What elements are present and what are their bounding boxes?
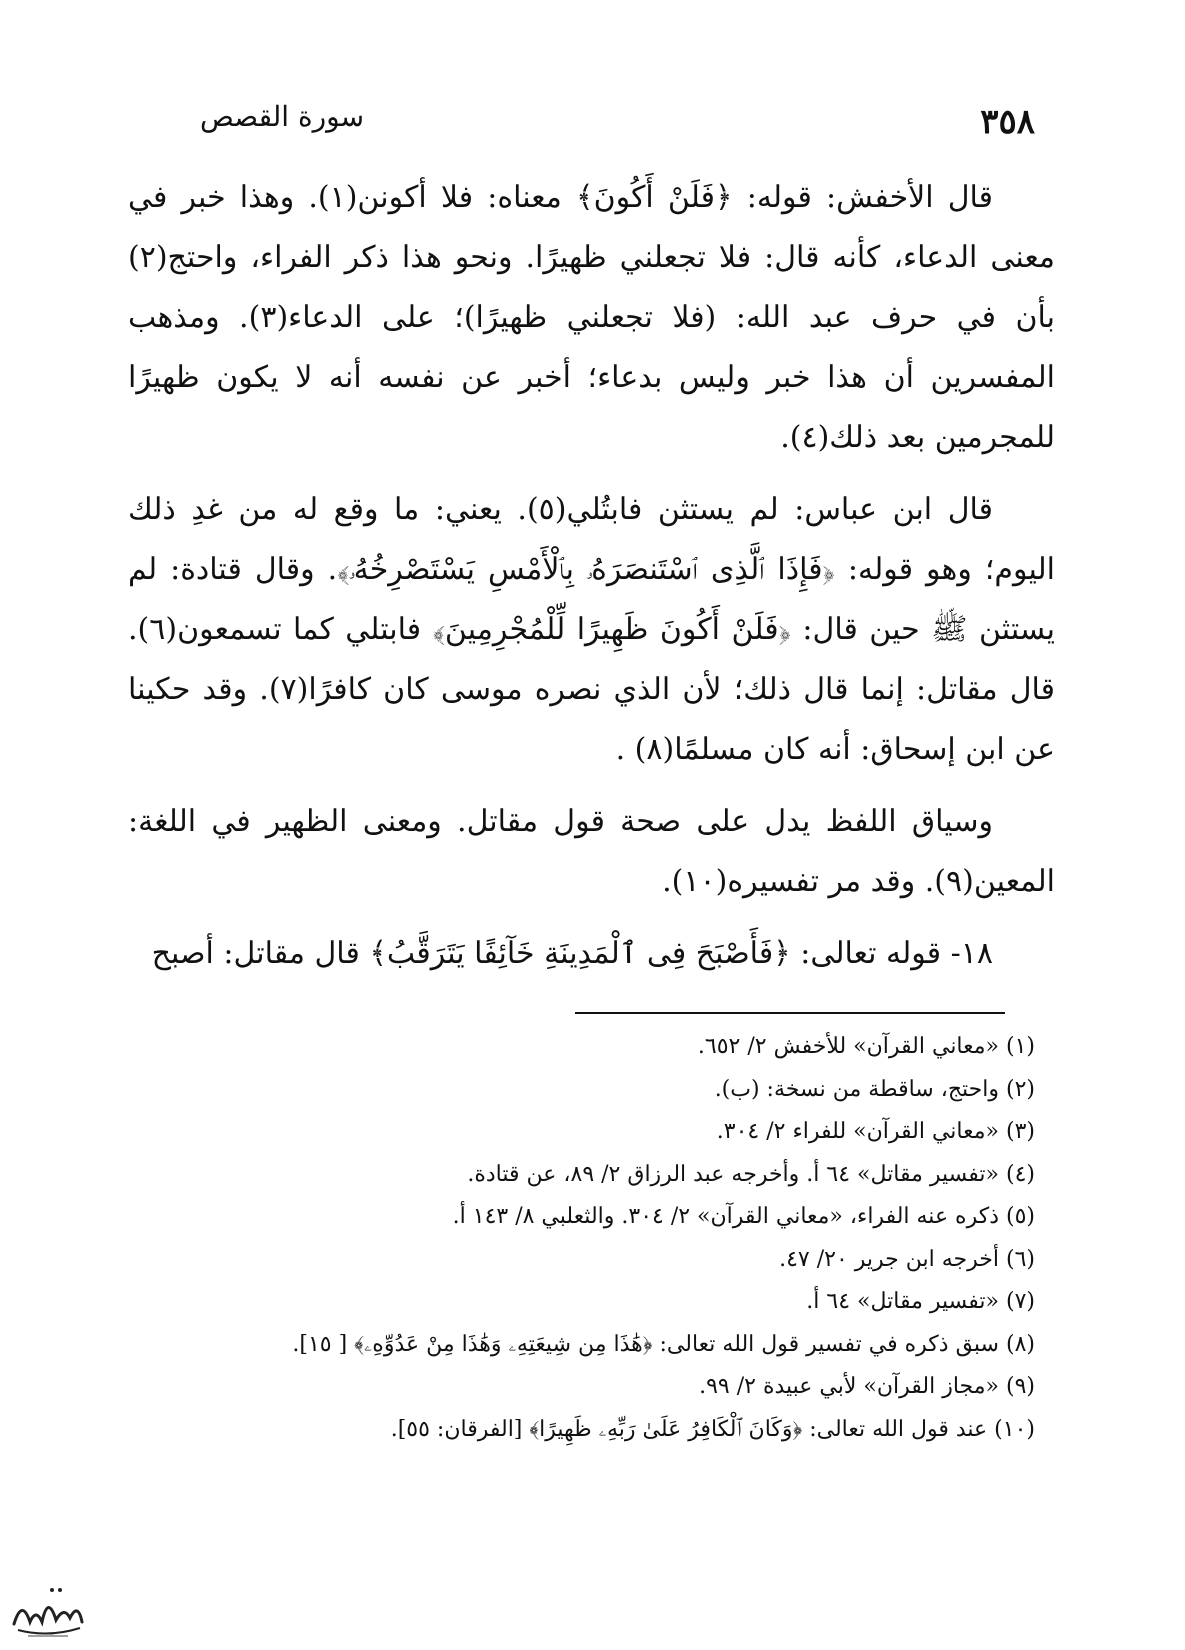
- footnote: (٨) سبق ذكره في تفسير قول الله تعالى: ﴿هَٰذَا مِن شِيعَتِهِۦ وَهَٰذَا مِنْ عَدُوِّهِۦ﴾ [ ١٥].: [292, 1331, 1035, 1357]
- footnote: (٦) أخرجه ابن جرير ٢٠/ ٤٧.: [779, 1246, 1035, 1272]
- footnote: (٢) واحتج، ساقطة من نسخة: (ب).: [714, 1076, 1035, 1102]
- watermark-logo: [8, 1578, 88, 1640]
- footnote-divider: [575, 1012, 1005, 1014]
- page-number: ٣٥٨: [980, 102, 1035, 142]
- footnote: (٤) «تفسير مقاتل» ٦٤ أ. وأخرجه عبد الرزاق ٢/ ٨٩، عن قتادة.: [467, 1161, 1035, 1187]
- paragraph: قال ابن عباس: لم يستثن فابتُلي(٥). يعني: ما وقع له من غدِ ذلك اليوم؛ وهو قوله: ﴿فَإِذَا ٱلَّذِى ٱسْتَنصَرَهُۥ بِٱلْأَمْسِ يَسْتَصْرِخُهُۥ﴾. وقال قتادة: لم يستثن ﷺ حين قال: ﴿فَلَنْ أَكُونَ ظَهِيرًا لِّلْمُجْرِمِينَ﴾ فابتلي كما تسمعون(٦). قال مقاتل: إنما قال ذلك؛ لأن الذي نصره موسى كان كافرًا(٧). وقد حكينا عن ابن إسحاق: أنه كان مسلمًا(٨) .: [128, 492, 1056, 767]
- main-text: [128, 168, 1055, 996]
- footnote: (٣) «معاني القرآن» للفراء ٢/ ٣٠٤.: [716, 1119, 1035, 1144]
- footnote: (٥) ذكره عنه الفراء، «معاني القرآن» ٢/ ٣٠٤. والثعلبي ٨/ ١٤٣ أ.: [452, 1204, 1035, 1229]
- footnotes: [120, 1026, 1035, 1451]
- page-header: [200, 96, 1035, 156]
- footnote: (١) «معاني القرآن» للأخفش ٢/ ٦٥٢.: [697, 1034, 1035, 1059]
- paragraph: قال الأخفش: قوله: ﴿فَلَنْ أَكُونَ﴾ معناه: فلا أكونن(١). وهذا خبر في معنى الدعاء، كأنه قال: فلا تجعلني ظهيرًا. ونحو هذا ذكر الفراء، واحتج(٢) بأن في حرف عبد الله: (فلا تجعلني ظهيرًا)؛ على الدعاء(٣). ومذهب المفسرين أن هذا خبر وليس بدعاء؛ أخبر عن نفسه أنه لا يكون ظهيرًا للمجرمين بعد ذلك(٤).: [128, 180, 1056, 455]
- paragraph: ١٨- قوله تعالى: ﴿فَأَصْبَحَ فِى ٱلْمَدِينَةِ خَآئِفًا يَتَرَقَّبُ﴾ قال مقاتل: أصبح: [151, 936, 993, 971]
- surah-title: سورة القصص: [200, 100, 365, 133]
- footnote: (٧) «تفسير مقاتل» ٦٤ أ.: [806, 1289, 1035, 1314]
- footnote: (٩) «مجاز القرآن» لأبي عبيدة ٢/ ٩٩.: [699, 1374, 1035, 1399]
- footnote: (١٠) عند قول الله تعالى: ﴿وَكَانَ ٱلْكَافِرُ عَلَىٰ رَبِّهِۦ ظَهِيرًا﴾ [الفرقان: ٥٥].: [390, 1416, 1035, 1442]
- paragraph: وسياق اللفظ يدل على صحة قول مقاتل. ومعنى الظهير في اللغة: المعين(٩). وقد مر تفسيره(١٠).: [128, 804, 1055, 899]
